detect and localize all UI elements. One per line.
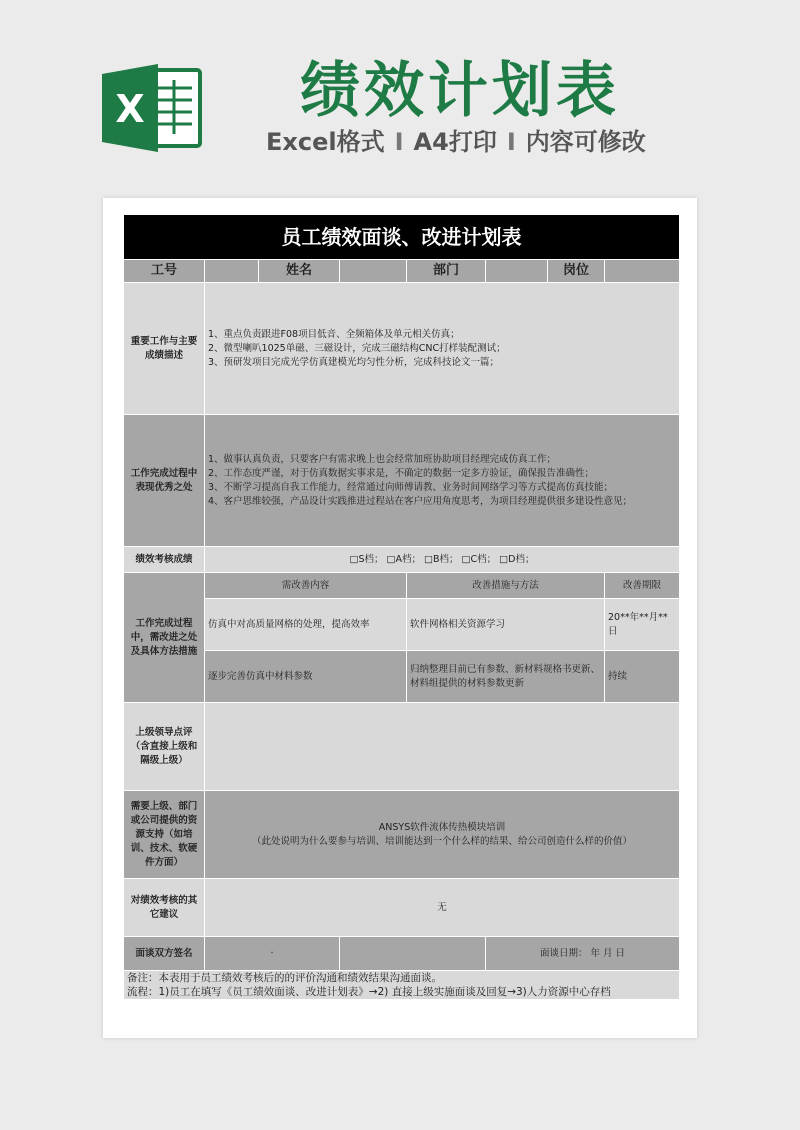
support-label: 需要上级、部门或公司提供的资源支持（如培训、技术、软硬件方面） (124, 791, 205, 879)
table-row (124, 651, 680, 703)
support-line: ANSYS软件流体传热模块培训 (378, 821, 506, 833)
work-line: 2、微型喇叭1025单磁、三磁设计，完成三磁结构CNC打样装配测试； (208, 342, 506, 354)
employee-id-label: 工号 (124, 260, 205, 283)
department-value[interactable] (486, 260, 548, 283)
signature-field[interactable] (340, 937, 486, 971)
table-row (124, 599, 680, 651)
separator: I (394, 128, 404, 156)
document-preview (103, 198, 697, 1038)
name-value[interactable] (340, 260, 407, 283)
work-description[interactable] (205, 283, 680, 415)
rating-label: 绩效考核成绩 (124, 547, 205, 573)
department-label: 部门 (407, 260, 486, 283)
improvement-content-header: 需改善内容 (205, 573, 407, 599)
work-line: 1、重点负责跟进F08项目低音、全频箱体及单元相关仿真； (208, 328, 460, 340)
work-label: 重要工作与主要成绩描述 (124, 283, 205, 415)
note-line: 备注：本表用于员工绩效考核后的的评价沟通和绩效结果沟通面谈。 (127, 972, 442, 984)
feature-format: Excel格式 (266, 128, 385, 156)
header-row (124, 260, 680, 283)
improvement-deadline[interactable]: 20**年**月**日 (605, 599, 680, 651)
position-value[interactable] (605, 260, 680, 283)
support-description[interactable] (205, 791, 680, 879)
employee-id-value[interactable] (205, 260, 259, 283)
interview-date[interactable]: 面谈日期： 年 月 日 (486, 937, 680, 971)
banner (0, 0, 800, 200)
performance-form (123, 214, 680, 1000)
strengths-description[interactable] (205, 415, 680, 547)
improvement-deadline[interactable]: 持续 (605, 651, 680, 703)
improvement-label: 工作完成过程中，需改进之处及具体方法措施 (124, 573, 205, 703)
signature-field[interactable]: · (205, 937, 340, 971)
rating-options[interactable]: □S档； □A档； □B档； □C档； □D档； (205, 547, 680, 573)
strength-line: 3、不断学习提高自我工作能力，经常通过向师傅请教、业务时间网络学习等方式提高仿真技能； (208, 481, 614, 493)
position-label: 岗位 (548, 260, 605, 283)
feature-print: A4打印 (413, 128, 497, 156)
feature-editable: 内容可修改 (525, 128, 646, 156)
form-note (124, 971, 680, 1000)
support-line: （此处说明为什么要参与培训、培训能达到一个什么样的结果、给公司创造什么样的价值） (251, 835, 632, 847)
separator: I (506, 128, 516, 156)
excel-icon (100, 60, 204, 156)
suggestions-label: 对绩效考核的其它建议 (124, 879, 205, 937)
strength-line: 2、工作态度严谨，对于仿真数据实事求是，不确定的数据一定多方验证，确保报告准确性； (208, 467, 595, 479)
improvement-deadline-header: 改善期限 (605, 573, 680, 599)
supervisor-label: 上级领导点评（含直接上级和隔级上级） (124, 703, 205, 791)
work-line: 3、预研发项目完成光学仿真建模光均匀性分析，完成科技论文一篇； (208, 356, 500, 368)
page-title: 绩效计划表 (300, 56, 620, 126)
improvement-content[interactable]: 逐步完善仿真中材料参数 (205, 651, 407, 703)
feature-list (266, 124, 686, 160)
signature-label: 面谈双方签名 (124, 937, 205, 971)
svg-text:X: X (115, 87, 145, 131)
supervisor-comment[interactable] (205, 703, 680, 791)
strength-line: 1、做事认真负责，只要客户有需求晚上也会经常加班协助项目经理完成仿真工作； (208, 453, 557, 465)
note-line: 流程：1)员工在填写《员工绩效面谈、改进计划表》→2) 直接上级实施面谈及回复→3)人力资源中心存档 (127, 986, 611, 998)
improvement-method-header: 改善措施与方法 (407, 573, 605, 599)
improvement-method[interactable]: 软件网格相关资源学习 (407, 599, 605, 651)
improvement-method[interactable]: 归纳整理目前已有参数、新材料规格书更新、材料组提供的材料参数更新 (407, 651, 605, 703)
strength-line: 4、客户思维较强，产品设计实践推进过程站在客户应用角度思考，为项目经理提供很多建设性意见； (208, 495, 633, 507)
name-label: 姓名 (259, 260, 340, 283)
suggestions-value[interactable]: 无 (205, 879, 680, 937)
form-title: 员工绩效面谈、改进计划表 (124, 215, 680, 260)
strengths-label: 工作完成过程中表现优秀之处 (124, 415, 205, 547)
improvement-content[interactable]: 仿真中对高质量网格的处理，提高效率 (205, 599, 407, 651)
